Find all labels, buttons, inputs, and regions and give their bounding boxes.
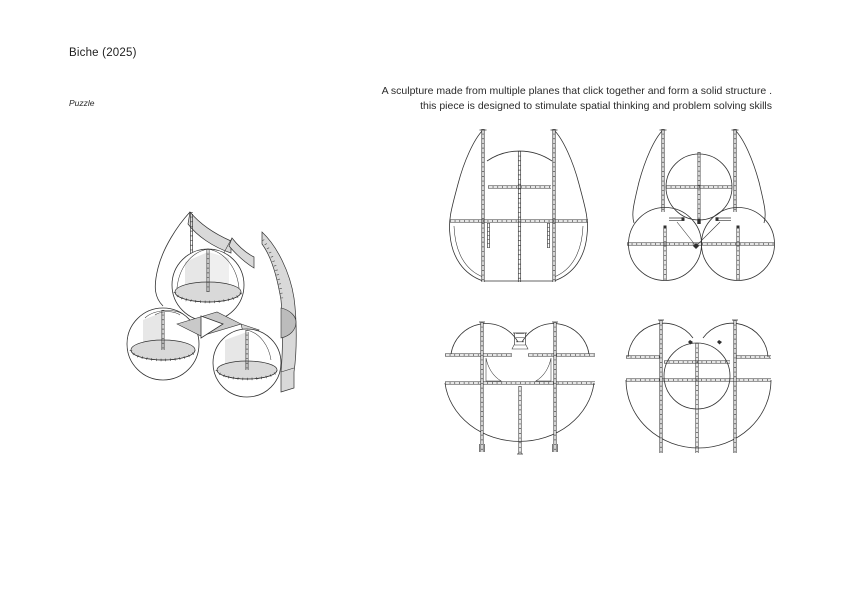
plan-view-figure — [442, 316, 598, 460]
bottom-left-sphere — [127, 308, 199, 380]
top-disc — [666, 152, 732, 224]
side-elevation-figure — [621, 126, 777, 286]
vertical-planes — [480, 129, 558, 282]
project-description — [302, 84, 772, 113]
top-sphere — [172, 249, 244, 321]
isometric-sculpture-figure — [125, 200, 325, 405]
center-connector — [512, 333, 528, 349]
description-line-2: this piece is designed to stimulate spatial thinking and problem solving skills — [420, 99, 772, 112]
gussets — [486, 358, 551, 381]
page-subtitle: Puzzle — [69, 98, 95, 108]
bottom-view-figure — [624, 316, 774, 460]
description-line-1: A sculpture made from multiple planes that click together and form a solid structure . — [381, 85, 772, 97]
front-elevation-figure — [443, 126, 595, 286]
horizontal-planes — [445, 354, 595, 384]
vertical-planes — [658, 320, 738, 453]
bottom-right-sphere — [213, 329, 281, 397]
page-title: Biche (2025) — [69, 47, 137, 59]
bottom-discs — [627, 208, 775, 281]
